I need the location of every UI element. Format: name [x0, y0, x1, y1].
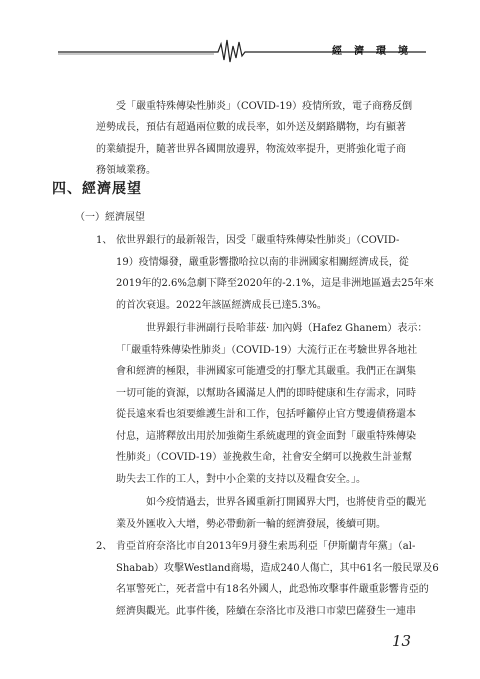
section-heading: 四、經濟展望 — [52, 181, 142, 197]
item1-number: 1、 — [96, 235, 113, 246]
intro-line: 的業績提升，隨著世界各國開放邊界，物流效率提升，更將強化電子商 — [96, 144, 406, 155]
quote-line: 助失去工作的工人，對中小企業的支持以及糧食安全。」。 — [116, 474, 366, 485]
quote-line: 「「嚴重特殊傳染性肺炎」（COVID-19）大流行正在考驗世界各地社 — [116, 345, 418, 356]
intro-line: 受「嚴重特殊傳染性肺炎」（COVID-19）疫情所致，電子商務反倒 — [116, 101, 413, 112]
item1-line: 2019年的2.6%急劇下降至2020年的-2.1%，這是非洲地區過去25年來 — [116, 278, 434, 289]
closing-line: 業及外匯收入大增，勢必帶動新一輪的經濟發展，後續可期。 — [116, 519, 386, 530]
item2-line: 名軍警死亡，死者當中有18名外國人，此恐怖攻擊事件嚴重影響肯亞的 — [116, 584, 429, 595]
intro-line: 逆勢成長，預估有超過兩位數的成長率，如外送及網路購物，均有顯著 — [96, 122, 406, 133]
header-title: 經濟環境 — [332, 46, 420, 57]
quote-line: 會和經濟的極限，非洲國家可能遭受的打擊尤其嚴重。我們正在調集 — [116, 366, 416, 377]
item1-line: 依世界銀行的最新報告，因受「嚴重特殊傳染性肺炎」（COVID- — [116, 235, 400, 246]
quote-line: 性肺炎」（COVID-19）並挽救生命，社會安全網可以挽救生計並幫 — [116, 452, 413, 463]
item2-line: Shabab）攻擊Westland商場，造成240人傷亡，其中61名一般民眾及6 — [116, 563, 439, 574]
item1-line: 19）疫情爆發，嚴重影響撒哈拉以南的非洲國家相關經濟成長，從 — [116, 257, 409, 268]
quote-line: 付息，這將釋放出用於加強衛生系統處理的資金面對「嚴重特殊傳染 — [116, 431, 416, 442]
quote-line: 從長遠來看也須要維護生計和工作，包括呼籲停止官方雙邊債務還本 — [116, 409, 416, 420]
item2-line: 肯亞首府奈洛比市自2013年9月發生索馬利亞「伊斯蘭青年黨」（al- — [116, 541, 416, 552]
closing-line: 如今疫情過去，世界各國重新打開國界大門，也將使肯亞的觀光 — [146, 497, 426, 508]
intro-line: 務領域業務。 — [96, 165, 156, 176]
quote-line: 世界銀行非洲副行長哈菲茲· 加內姆（Hafez Ghanem）表示： — [146, 323, 428, 334]
item2-line: 經濟與觀光。此事件後，陸續在奈洛比市及港口市蒙巴薩發生一連串 — [116, 606, 416, 617]
item2-number: 2、 — [96, 541, 113, 552]
quote-line: 一切可能的資源，以幫助各國滿足人們的即時健康和生存需求，同時 — [116, 388, 416, 399]
subsection-heading: （一）經濟展望 — [75, 212, 145, 223]
running-header — [58, 36, 426, 66]
page-number: 13 — [392, 632, 412, 650]
item1-line: 的首次衰退。2022年該區經濟成長已達5.3%。 — [116, 300, 327, 311]
